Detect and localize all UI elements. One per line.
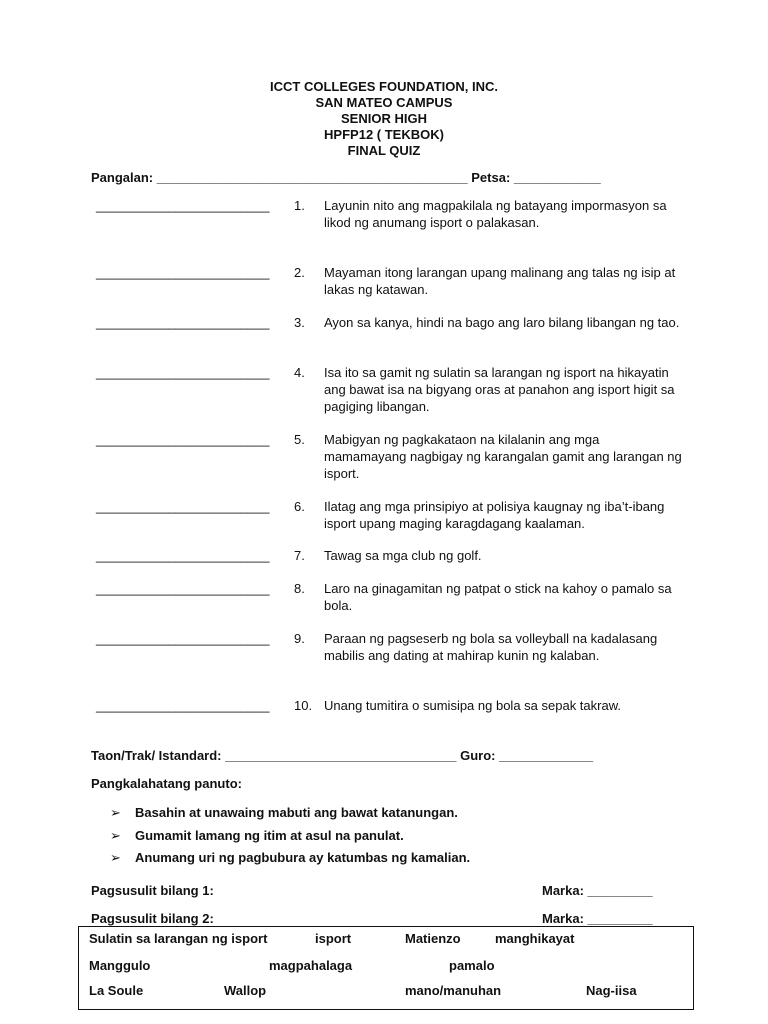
school-level: SENIOR HIGH — [341, 111, 427, 126]
question-item — [96, 197, 696, 249]
instruction-text: Anumang uri ng pagbubura ay katumbas ng kamalian. — [135, 850, 471, 865]
school-name: ICCT COLLEGES FOUNDATION, INC. — [270, 79, 498, 94]
test1-score — [542, 883, 653, 898]
question-number: 9. — [294, 631, 305, 646]
word-bank-item: Matienzo — [405, 931, 461, 946]
word-bank-box — [78, 926, 694, 1010]
question-number: 3. — [294, 315, 305, 330]
question-text: Laro na ginagamitan ng patpat o stick na kahoy o pamalo sa bola. — [324, 581, 672, 613]
score-label: Marka: — [542, 911, 584, 926]
answer-blank[interactable]: ________________________ — [96, 698, 270, 713]
teacher-label: Guro: — [460, 748, 496, 763]
word-bank-item: magpahalaga — [269, 958, 353, 973]
question-text: Tawag sa mga club ng golf. — [324, 548, 482, 563]
question-number: 10. — [294, 698, 313, 713]
question-item — [96, 264, 696, 298]
question-item — [96, 364, 696, 416]
answer-blank[interactable]: ________________________ — [96, 198, 270, 213]
test2-score — [542, 911, 653, 926]
subject-code: HPFP12 ( TEKBOK) — [324, 127, 444, 142]
arrow-bullet-icon: ➢ — [110, 805, 121, 820]
quiz-title: FINAL QUIZ — [347, 143, 421, 158]
question-text: Unang tumitira o sumisipa ng bola sa sepak takraw. — [324, 698, 621, 713]
document-header — [0, 79, 768, 159]
word-bank-item: Manggulo — [89, 958, 151, 973]
question-number: 5. — [294, 432, 305, 447]
answer-blank[interactable]: ________________________ — [96, 365, 270, 380]
question-text: Mabigyan ng pagkakataon na kilalanin ang mga mamamayang nagbigay ng karangalan gamit ang larangan ng isport. — [324, 432, 682, 481]
question-item — [96, 314, 696, 348]
track-blank[interactable]: ________________________________ — [225, 748, 457, 763]
question-text: Isa ito sa gamit ng sulatin sa larangan ng isport na hikayatin ang bawat isa na bigyang oras at panahon ang isport higit sa pagiging libangan. — [324, 365, 675, 414]
answer-blank[interactable]: ________________________ — [96, 631, 270, 646]
score-label: Marka: — [542, 883, 584, 898]
answer-blank[interactable]: ________________________ — [96, 581, 270, 596]
word-bank-item: Sulatin sa larangan ng isport — [89, 931, 268, 946]
instructions-list — [110, 802, 470, 870]
arrow-bullet-icon: ➢ — [110, 850, 121, 865]
instruction-item — [110, 802, 470, 825]
campus-name: SAN MATEO CAMPUS — [315, 95, 453, 110]
answer-blank[interactable]: ________________________ — [96, 315, 270, 330]
question-number: 1. — [294, 198, 305, 213]
test1-label: Pagsusulit bilang 1: — [91, 883, 214, 898]
word-bank-item: mano/manuhan — [405, 983, 502, 998]
answer-blank[interactable]: ________________________ — [96, 499, 270, 514]
question-item — [96, 580, 696, 614]
name-label: Pangalan: — [91, 170, 154, 185]
name-date-line — [91, 170, 601, 185]
score-blank[interactable]: _________ — [587, 911, 653, 926]
name-blank[interactable]: ___________________________________________ — [156, 170, 468, 185]
question-text: Ayon sa kanya, hindi na bago ang laro bilang libangan ng tao. — [324, 315, 680, 330]
instruction-text: Gumamit lamang ng itim at asul na panulat. — [135, 827, 404, 843]
word-bank-item: manghikayat — [495, 931, 575, 946]
track-teacher-line — [91, 748, 593, 763]
date-blank[interactable]: ____________ — [513, 170, 601, 185]
question-number: 2. — [294, 265, 305, 280]
question-item — [96, 498, 696, 532]
teacher-blank[interactable]: _____________ — [499, 748, 594, 763]
instruction-text: Basahin at unawaing mabuti ang bawat katanungan. — [135, 805, 458, 820]
word-bank-item: Wallop — [224, 983, 267, 998]
word-bank-item: La Soule — [89, 983, 144, 998]
instruction-item — [110, 825, 470, 848]
word-bank-item: Nag-iisa — [586, 983, 637, 998]
test2-label: Pagsusulit bilang 2: — [91, 911, 214, 926]
question-number: 6. — [294, 499, 305, 514]
track-label: Taon/Trak/ Istandard: — [91, 748, 222, 763]
question-item — [96, 431, 696, 483]
word-bank-item: isport — [315, 931, 352, 946]
question-text: Layunin nito ang magpakilala ng batayang impormasyon sa likod ng anumang isport o palakasan. — [324, 198, 667, 230]
answer-blank[interactable]: ________________________ — [96, 265, 270, 280]
question-item — [96, 697, 696, 714]
question-text: Paraan ng pagseserb ng bola sa volleyball na kadalasang mabilis ang dating at mahirap kunin ng kalaban. — [324, 631, 658, 663]
question-number: 7. — [294, 548, 305, 563]
instruction-item — [110, 847, 470, 870]
question-text: Ilatag ang mga prinsipiyo at polisiya kaugnay ng iba’t-ibang isport upang maging karagdagang kaalaman. — [324, 499, 665, 531]
answer-blank[interactable]: ________________________ — [96, 432, 270, 447]
answer-blank[interactable]: ________________________ — [96, 548, 270, 563]
word-bank-item: pamalo — [449, 958, 495, 973]
question-item — [96, 630, 696, 682]
instructions-heading: Pangkalahatang panuto: — [91, 776, 242, 791]
arrow-bullet-icon: ➢ — [110, 827, 121, 843]
date-label: Petsa: — [471, 170, 511, 185]
question-number: 8. — [294, 581, 305, 596]
question-number: 4. — [294, 365, 305, 380]
score-blank[interactable]: _________ — [587, 883, 653, 898]
question-text: Mayaman itong larangan upang malinang ang talas ng isip at lakas ng katawan. — [324, 265, 676, 297]
question-item — [96, 547, 696, 564]
